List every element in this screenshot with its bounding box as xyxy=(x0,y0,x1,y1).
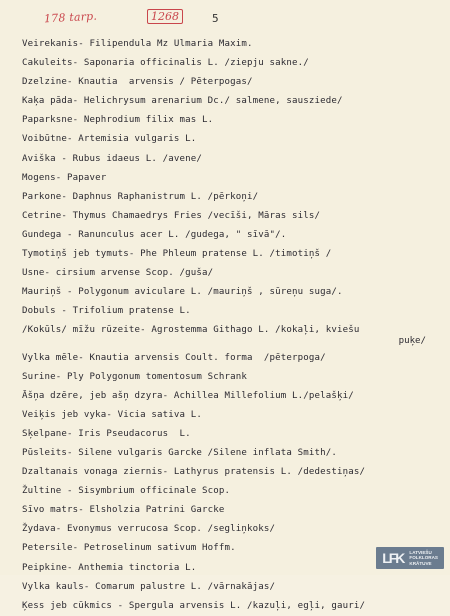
text-line: Dobuls - Trifolium pratense L. xyxy=(22,306,191,317)
text-line: Cetrine- Thymus Chamaedrys Fries /vecīši, Māras sils/ xyxy=(22,210,321,221)
text-line: Ķess jeb cūkmics - Spergula arvensis L. /kazuļi, egļi, gauri/ xyxy=(22,600,366,611)
text-line: Parkone- Daphnus Raphanistrum L. /pērkoņi/ xyxy=(22,191,259,202)
text-line: /Kokūls/ mīžu rūzeite- Agrostemma Githago L. /kokaļi, kviešu xyxy=(22,325,360,336)
text-line: Sķelpane- Iris Pseudacorus L. xyxy=(22,428,191,439)
text-line: Kaķa pāda- Helichrysum arenarium Dc./ salmene, sausziede/ xyxy=(22,96,343,107)
text-line: Āšņa dzēre, jeb ašņ dzyra- Achillea Millefolium L./pelašķi/ xyxy=(22,390,354,401)
text-body xyxy=(22,35,442,616)
text-line: Cakuleits- Saponaria officinalis L. /ziepju sakne./ xyxy=(22,58,309,69)
logo-text-line: KRĀTUVE xyxy=(409,560,432,566)
text-line: Sīvo matrs- Elsholzia Patrini Garcke xyxy=(22,505,225,516)
text-line: Veirekanis- Filipendula Mz Ulmaria Maxim. xyxy=(22,39,253,49)
text-line: Paparksne- Nephrodium filix mas L. xyxy=(22,115,214,126)
text-line-continuation: puķe/ xyxy=(398,335,426,346)
text-line: Usne- cirsium arvense Scop. /guša/ xyxy=(22,268,214,279)
text-line: Surine- Ply Polygonum tomentosum Schrank xyxy=(22,371,247,382)
text-line: Vylka kauls- Comarum palustre L. /vārnakājas/ xyxy=(22,581,276,592)
text-line: Gundega - Ranunculus acer L. /gudega, " sīvā"/. xyxy=(22,229,287,240)
text-line: Dzaltanais vonaga ziernis- Lathyrus pratensis L. /dedestiņas/ xyxy=(22,467,366,478)
text-line: Voibūtne- Artemisia vulgaris L. xyxy=(22,134,197,145)
text-line: Mauriņš - Polygonum aviculare L. /mauriņš , sūreņu suga/. xyxy=(22,287,343,298)
archive-logo xyxy=(376,547,444,569)
text-line: Aviška - Rubus idaeus L. /avene/ xyxy=(22,153,202,164)
text-line: Petersile- Petroselinum sativum Hoffm. xyxy=(22,543,236,554)
text-line: Žultine - Sisymbrium officinale Scop. xyxy=(22,486,231,497)
logo-text-line: FOLKLORAS xyxy=(409,555,438,561)
text-line: Tymotiņš jeb tymuts- Phe Phleum pratense L. /timotiņš / xyxy=(22,249,332,260)
text-line: Dzelzine- Knautia arvensis / Pēterpogas/ xyxy=(22,77,253,88)
text-line: Vylka mēle- Knautia arvensis Coult. forma /pēterpoga/ xyxy=(22,352,326,363)
handwritten-annotation: 178 tarp. xyxy=(43,9,98,26)
text-line: Pūsleits- Silene vulgaris Garcke /Silene inflata Smith/. xyxy=(22,447,337,458)
text-line: Peipkine- Anthemia tinctoria L. xyxy=(22,562,197,573)
text-line: Mogens- Papaver xyxy=(22,172,107,183)
text-line: Žydava- Evonymus verrucosa Scop. /segliņkoks/ xyxy=(22,524,276,535)
text-line: Veiķis jeb vyka- Vicia sativa L. xyxy=(22,409,202,420)
logo-text xyxy=(409,550,438,566)
logo-text-line: LATVIEŠU xyxy=(409,549,432,555)
handwritten-boxed-number: 1268 xyxy=(147,9,183,24)
page-number: 5 xyxy=(212,12,219,25)
logo-mark-icon: LFK xyxy=(382,549,404,566)
